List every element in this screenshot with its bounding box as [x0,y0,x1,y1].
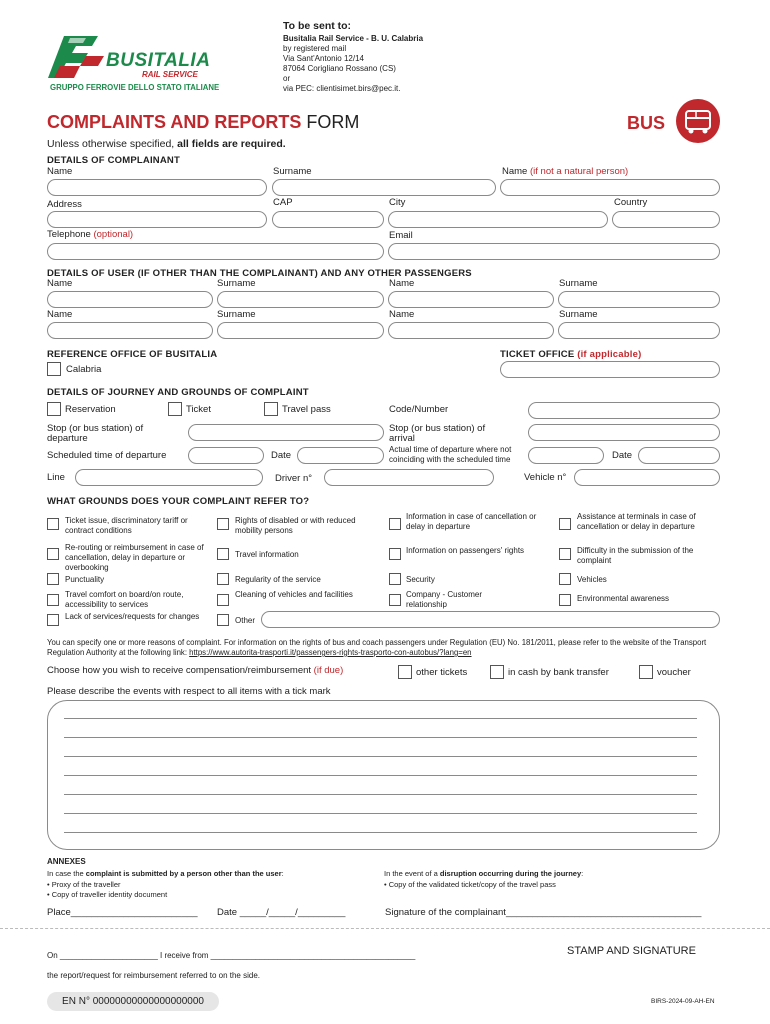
annexes-left-item: • Proxy of the traveller [47,880,121,889]
ground-other-checkbox[interactable] [217,614,229,626]
description-box[interactable] [47,700,720,850]
surname-label: Surname [273,166,312,177]
ground-comfort-checkbox[interactable] [47,594,59,606]
user-name-label: Name [47,309,73,320]
user-surname-label: Surname [559,309,598,320]
bank-transfer-checkbox[interactable] [490,665,504,679]
ground-disabled-rights-checkbox[interactable] [217,518,229,530]
email-field[interactable] [388,243,720,260]
name-org-label: Name (if not a natural person) [502,166,629,177]
ground-label: Security [406,575,435,584]
user-name-label: Name [389,309,415,320]
ground-info-cancellation-checkbox[interactable] [389,518,401,530]
date-field[interactable]: Date _____/_____/_________ [217,907,346,918]
name-field[interactable] [47,179,267,196]
passenger-name-field[interactable] [47,322,213,339]
address-label: Address [47,199,82,210]
ground-assistance-checkbox[interactable] [559,518,571,530]
passenger-name-field[interactable] [388,291,554,308]
ground-label: Other [235,616,256,625]
ground-label: Vehicles [577,575,607,584]
user-surname-field[interactable] [217,291,384,308]
writing-line [64,737,697,738]
annexes-right-item: • Copy of the validated ticket/copy of the travel pass [384,880,556,889]
telephone-field[interactable] [47,243,384,260]
user-surname-label: Surname [559,278,598,289]
send-to-block [283,20,483,94]
reservation-checkbox[interactable] [47,402,61,416]
send-to-title: To be sent to: [283,20,352,32]
office-heading: REFERENCE OFFICE OF BUSITALIA [47,349,218,360]
receive-line[interactable]: On ______________________ I receive from ______________________________________________ [47,951,416,960]
intro-plain: Unless otherwise specified, [47,138,178,150]
user-name-field[interactable] [47,291,213,308]
writing-line [64,718,697,719]
actual-departure-field[interactable] [528,447,604,464]
stop-arrival-label: Stop (or bus station) of arrival [389,423,486,444]
ground-label: Re-routing or reimbursement in case of cancellation, delay in departure or overbooking [65,543,204,572]
form-code: BIRS-2024-09-AH-EN [651,998,715,1005]
address-field[interactable] [47,211,267,228]
grounds-heading: WHAT GROUNDS DOES YOUR COMPLAINT REFER TO? [47,496,310,507]
annexes-heading: ANNEXES [47,857,86,866]
ground-travel-info-checkbox[interactable] [217,548,229,560]
ground-cleaning-checkbox[interactable] [217,594,229,606]
send-to-line: 87064 Corigliano Rossano (CS) [283,64,396,73]
ground-rerouting-checkbox[interactable] [47,548,59,560]
other-tickets-checkbox[interactable] [398,665,412,679]
calabria-checkbox[interactable] [47,362,61,376]
regulation-link[interactable]: https://www.autorita-trasporti.it/passengers-rights-trasporto-con-autobus/?lang=en [189,648,472,657]
brand-sub: RAIL SERVICE [142,70,198,79]
city-field[interactable] [388,211,608,228]
travel-pass-label: Travel pass [282,404,331,415]
other-ground-field[interactable] [261,611,720,628]
stop-departure-label: Stop (or bus station) of departure [47,423,144,444]
user-name-label: Name [389,278,415,289]
city-label: City [389,197,406,208]
ticket-label: Ticket [186,404,211,415]
passenger-surname-field[interactable] [558,322,720,339]
journey-heading: DETAILS OF JOURNEY AND GROUNDS OF COMPLAINT [47,387,309,398]
ground-company-relationship-checkbox[interactable] [389,594,401,606]
cut-line [0,928,770,929]
ground-label: Travel comfort on board/on route, accessibility to services [65,590,184,609]
stamp-label: STAMP AND SIGNATURE [567,945,696,957]
send-to-line: Via Sant'Antonio 12/14 [283,54,364,63]
line-field[interactable] [75,469,263,486]
ground-label: Cleaning of vehicles and facilities [235,590,353,599]
intro-text [47,138,286,150]
ground-label: Information in case of cancellation or delay in departure [406,512,537,531]
country-field[interactable] [612,211,720,228]
travel-pass-checkbox[interactable] [264,402,278,416]
send-to-line: by registered mail [283,44,347,53]
describe-label: Please describe the events with respect to all items with a tick mark [47,686,331,697]
compensation-question: Choose how you wish to receive compensation/reimbursement (if due) [47,665,344,676]
bus-icon [676,99,720,143]
title-rest: FORM [301,112,360,132]
actual-departure-label: Actual time of departure where not coinciding with the scheduled time [389,445,512,464]
code-number-label: Code/Number [389,404,449,415]
arrival-date-field[interactable] [638,447,720,464]
user-heading: DETAILS OF USER (IF OTHER THAN THE COMPLAINANT) AND ANY OTHER PASSENGERS [47,268,472,279]
signature-field[interactable]: Signature of the complainant_____________________________________ [385,907,702,918]
passenger-surname-field[interactable] [217,322,384,339]
ground-label: Regularity of the service [235,575,321,584]
ground-label: Lack of services/requests for changes [65,612,200,621]
ground-punctuality-checkbox[interactable] [47,573,59,585]
en-number: EN N° 00000000000000000000 [62,996,204,1007]
ground-submission-checkbox[interactable] [559,548,571,560]
en-number-badge [47,992,219,1011]
writing-line [64,813,697,814]
ground-regularity-checkbox[interactable] [217,573,229,585]
ground-label: Assistance at terminals in case of cancellation or delay in departure [577,512,696,531]
ground-vehicles-checkbox[interactable] [559,573,571,585]
cap-label: CAP [273,197,293,208]
intro-bold: all fields are required. [177,138,286,150]
bus-label: BUS [627,113,666,133]
ground-ticket-issue-checkbox[interactable] [47,518,59,530]
ground-label: Punctuality [65,575,105,584]
ground-label: Environmental awareness [577,594,670,603]
passenger-surname-field[interactable] [558,291,720,308]
ground-label: Difficulty in the submission of the complaint [577,546,694,565]
stop-departure-field[interactable] [188,424,384,441]
group-name: GRUPPO FERROVIE DELLO STATO ITALIANE [50,83,220,92]
code-number-field[interactable] [528,402,720,419]
user-surname-label: Surname [217,309,256,320]
ground-label: Travel information [235,550,299,559]
ticket-checkbox[interactable] [168,402,182,416]
ground-label: Ticket issue, discriminatory tariff or contract conditions [65,516,188,535]
ground-label: Rights of disabled or with reduced mobility persons [235,516,356,535]
user-name-label: Name [47,278,73,289]
writing-line [64,756,697,757]
voucher-checkbox[interactable] [639,665,653,679]
grounds-note: You can specify one or more reasons of complaint. For information on the rights of bus and coach passengers under Regulation (EU) No. 181/2011, please refer to the website of the Transport Regulation Authority at the following link: https://www.autorita-trasporti.it/passengers-rights-trasporto-con-autobus/?lang=en [47,638,707,657]
ticket-office-field[interactable] [500,361,720,378]
send-to-line: or [283,74,291,83]
cap-field[interactable] [272,211,384,228]
ground-label: Company - Customer relationship [406,590,483,609]
name-org-field[interactable] [500,179,720,196]
surname-field[interactable] [272,179,496,196]
place-field[interactable]: Place________________________ [47,907,198,918]
driver-field[interactable] [324,469,494,486]
send-to-line: via PEC: clientisimet.birs@pec.it. [283,84,401,93]
telephone-label: Telephone (optional) [47,229,134,240]
vehicle-label: Vehicle n° [524,472,567,483]
annexes-left-intro: In case the complaint is submitted by a person other than the user: [47,869,284,878]
driver-label: Driver n° [275,473,313,484]
country-label: Country [614,197,648,208]
passenger-name-field[interactable] [388,322,554,339]
ground-environment-checkbox[interactable] [559,594,571,606]
name-label: Name [47,166,73,177]
calabria-label: Calabria [66,364,102,375]
comp-option-label: voucher [657,667,691,678]
ground-passenger-rights-checkbox[interactable] [389,548,401,560]
ground-lack-services-checkbox[interactable] [47,614,59,626]
email-label: Email [389,230,413,241]
user-surname-label: Surname [217,278,256,289]
brand-name: BUSITALIA [106,50,211,71]
ticket-office-heading: TICKET OFFICE (if applicable) [500,349,642,360]
comp-option-label: other tickets [416,667,468,678]
scheduled-departure-label: Scheduled time of departure [47,450,167,461]
line-label: Line [47,472,65,483]
writing-line [64,794,697,795]
stop-arrival-field[interactable] [528,424,720,441]
ground-label: Information on passengers' rights [406,546,525,555]
logo-mark-icon [46,32,106,80]
reservation-label: Reservation [65,404,116,415]
vehicle-field[interactable] [574,469,720,486]
send-to-line: Busitalia Rail Service - B. U. Calabria [283,34,424,43]
complainant-heading: DETAILS OF COMPLAINANT [47,155,180,166]
title-main: COMPLAINTS AND REPORTS [47,112,302,132]
ground-security-checkbox[interactable] [389,573,401,585]
comp-option-label: in cash by bank transfer [508,667,609,678]
annexes-left-item: • Copy of traveller identity document [47,890,168,899]
annexes-right-intro: In the event of a disruption occurring during the journey: [384,869,584,878]
report-line: the report/request for reimbursement referred to on the side. [47,971,260,980]
writing-line [64,832,697,833]
date-label: Date [271,450,292,461]
departure-date-field[interactable] [297,447,384,464]
page-title [47,112,359,133]
date-label: Date [612,450,633,461]
busitalia-logo [46,32,246,92]
scheduled-departure-field[interactable] [188,447,264,464]
writing-line [64,775,697,776]
